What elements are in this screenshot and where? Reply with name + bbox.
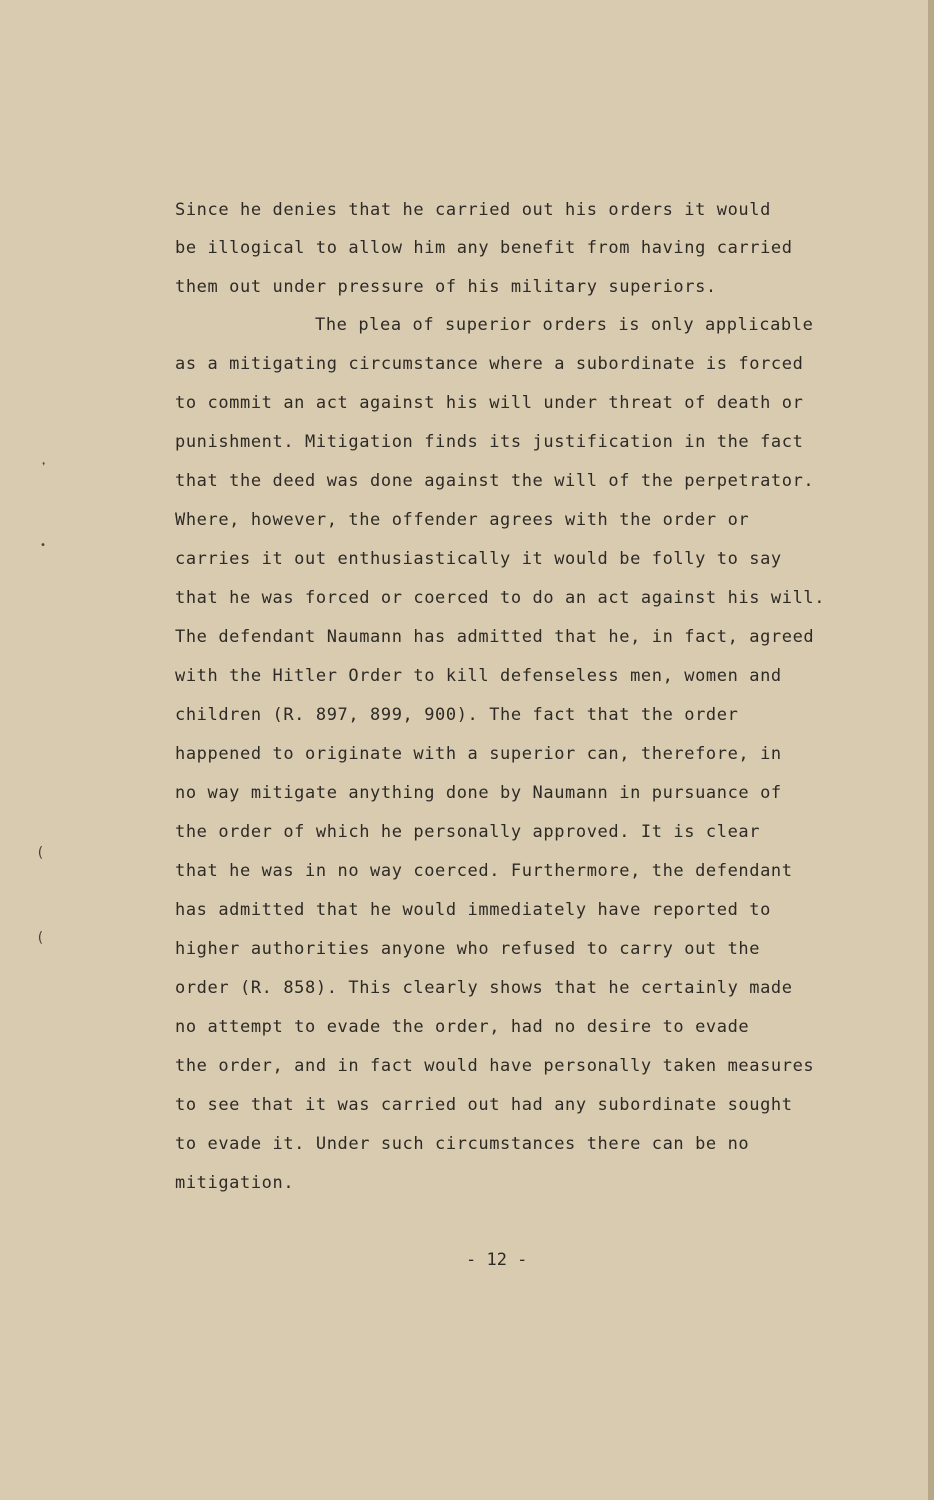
text-line: as a mitigating circumstance where a subordinate is forced	[175, 354, 804, 374]
text-line: higher authorities anyone who refused to carry out the	[175, 939, 761, 959]
text-line: to commit an act against his will under threat of death or	[175, 393, 804, 413]
text-line: The defendant Naumann has admitted that he, in fact, agreed	[175, 627, 815, 647]
text-line: Since he denies that he carried out his orders it would	[175, 200, 771, 220]
text-line: has admitted that he would immediately have reported to	[175, 900, 771, 920]
text-line: no attempt to evade the order, had no desire to evade	[175, 1017, 750, 1037]
text-line: with the Hitler Order to kill defenseless men, women and	[175, 666, 782, 686]
text-line: children (R. 897, 899, 900). The fact that the order	[175, 705, 739, 725]
text-line: the order of which he personally approved. It is clear	[175, 822, 761, 842]
margin-mark: (	[36, 930, 45, 946]
text-line: the order, and in fact would have personally taken measures	[175, 1056, 815, 1076]
text-line: carries it out enthusiastically it would be folly to say	[175, 549, 782, 569]
text-line: to see that it was carried out had any subordinate sought	[175, 1095, 793, 1115]
page-edge	[928, 0, 934, 1500]
margin-mark: (	[36, 845, 45, 861]
text-line: that he was forced or coerced to do an act against his will.	[175, 588, 826, 608]
margin-mark: ❜	[40, 460, 48, 474]
text-line: that the deed was done against the will of the perpetrator.	[175, 471, 815, 491]
text-line: punishment. Mitigation finds its justification in the fact	[175, 432, 804, 452]
text-line: happened to originate with a superior can, therefore, in	[175, 744, 782, 764]
margin-mark: •	[40, 540, 47, 551]
text-line: order (R. 858). This clearly shows that he certainly made	[175, 978, 793, 998]
text-line: Where, however, the offender agrees with the order or	[175, 510, 750, 530]
text-line: that he was in no way coerced. Furthermore, the defendant	[175, 861, 793, 881]
text-line: mitigation.	[175, 1173, 295, 1193]
page-number: - 12 -	[466, 1250, 528, 1270]
text-line: no way mitigate anything done by Naumann in pursuance of	[175, 783, 782, 803]
text-line: The plea of superior orders is only applicable	[315, 315, 814, 335]
text-line: them out under pressure of his military superiors.	[175, 277, 717, 297]
text-line: to evade it. Under such circumstances there can be no	[175, 1134, 750, 1154]
text-line: be illogical to allow him any benefit from having carried	[175, 238, 793, 258]
